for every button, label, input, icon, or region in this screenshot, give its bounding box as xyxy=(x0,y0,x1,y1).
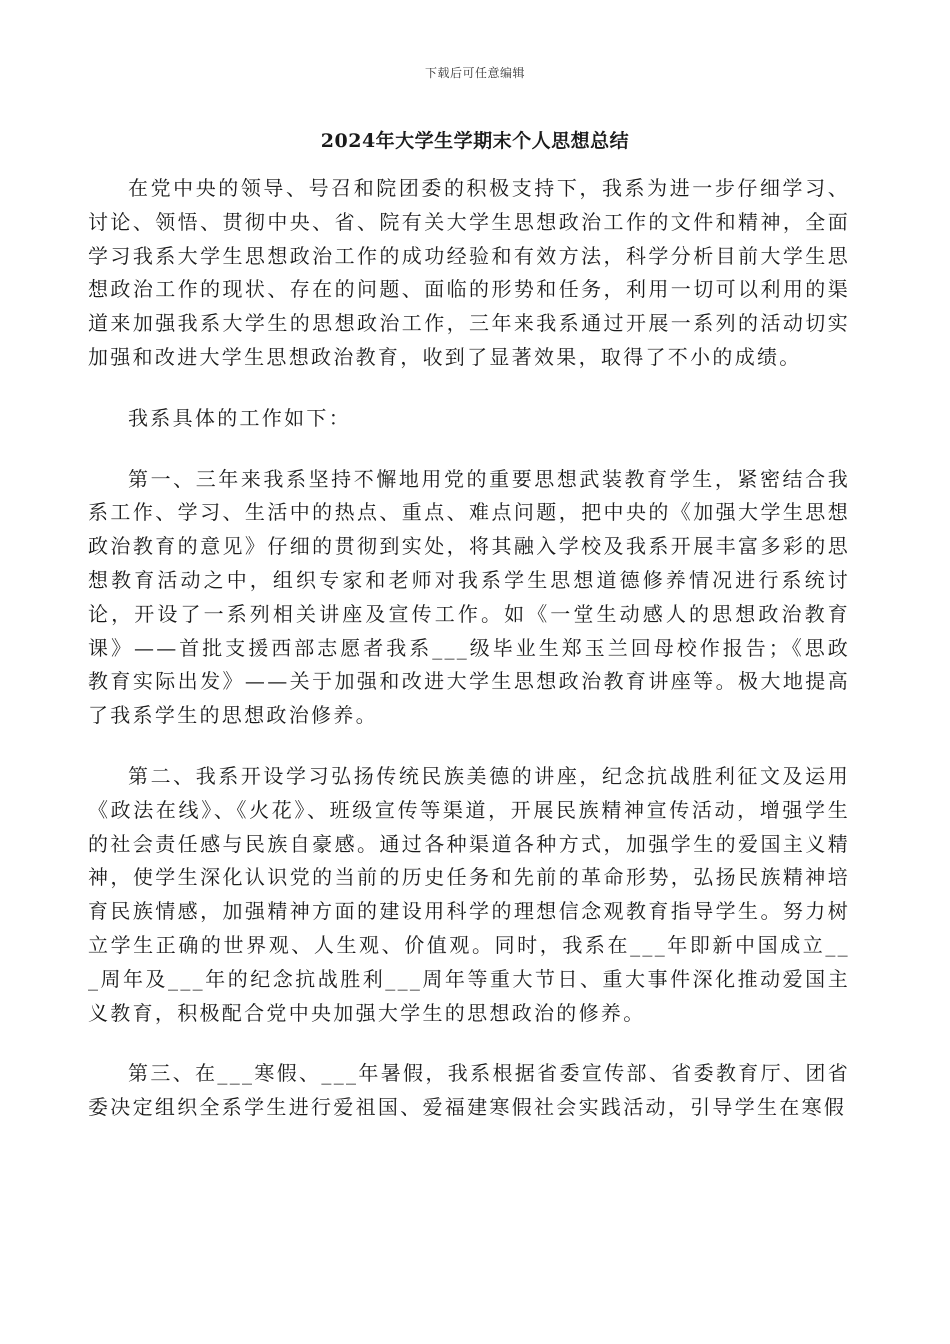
paragraph-work-lead: 我系具体的工作如下： xyxy=(128,405,351,430)
paragraph-first: 第一、三年来我系坚持不懈地用党的重要思想武装教育学生，紧密结合我系工作、学习、生活中的热点、重点、难点问题，把中央的《加强大学生思想政治教育的意见》仔细的贯彻到实处，将其融入学校及我系开展丰富多彩的思想教育活动之中，组织专家和老师对我系学生思想道德修养情况进行系统讨论，开设了一系列相关讲座及宣传工作。如《一堂生动感人的思想政治教育课》——首批支援西部志愿者我系___级毕业生郑玉兰回母校作报告；《思政教育实际出发》——关于加强和改进大学生思想政治教育讲座等。极大地提高了我系学生的思想政治修养。 xyxy=(88,466,850,728)
header-note: 下载后可任意编辑 xyxy=(424,66,525,80)
paragraph-third: 第三、在___寒假、___年暑假，我系根据省委宣传部、省委教育厅、团省委决定组织全系学生进行爱祖国、爱福建寒假社会实践活动，引导学生在寒假 xyxy=(88,1061,850,1120)
document-title: 2024年大学生学期末个人思想总结 xyxy=(320,130,630,152)
document-body xyxy=(88,172,850,1152)
paragraph-second: 第二、我系开设学习弘扬传统民族美德的讲座，纪念抗战胜利征文及运用《政法在线》、《火花》、班级宣传等渠道，开展民族精神宣传活动，增强学生的社会责任感与民族自豪感。通过各种渠道各种方式，加强学生的爱国主义精神，使学生深化认识党的当前的历史任务和先前的革命形势，弘扬民族精神培育民族情感，加强精神方面的建设用科学的理想信念观教育指导学生。努力树立学生正确的世界观、人生观、价值观。同时，我系在___年即新中国成立___周年及___年的纪念抗战胜利___周年等重大节日、重大事件深化推动爱国主义教育，积极配合党中央加强大学生的思想政治的修养。 xyxy=(88,763,850,1025)
paragraph-intro: 在党中央的领导、号召和院团委的积极支持下，我系为进一步仔细学习、讨论、领悟、贯彻中央、省、院有关大学生思想政治工作的文件和精神，全面学习我系大学生思想政治工作的成功经验和有效方法，科学分析目前大学生思想政治工作的现状、存在的问题、面临的形势和任务，利用一切可以利用的渠道来加强我系大学生的思想政治工作，三年来我系通过开展一系列的活动切实加强和改进大学生思想政治教育，收到了显著效果，取得了不小的成绩。 xyxy=(88,176,850,369)
